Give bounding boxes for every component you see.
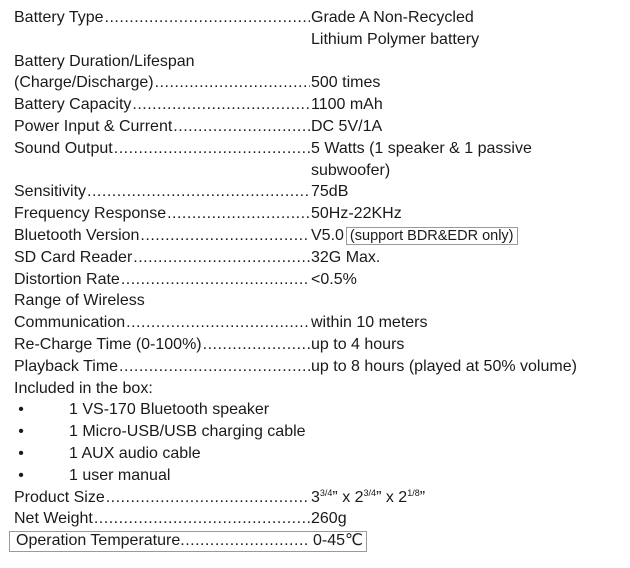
spec-value: Lithium Polymer battery	[311, 30, 480, 48]
list-item	[0, 399, 630, 421]
spec-value: 260g	[311, 510, 347, 528]
spec-row-frequency	[0, 203, 630, 225]
size-depth-fraction: 3/4	[363, 487, 377, 498]
spec-label: Playback Time .....	[14, 356, 310, 378]
spec-row-battery-type-cont	[0, 29, 630, 51]
spec-row-bluetooth	[0, 225, 630, 247]
spec-label: (Charge/Discharge) .....	[14, 72, 310, 94]
spec-value	[311, 487, 425, 509]
spec-row-sd-card	[0, 247, 630, 269]
bluetooth-version: V5.0	[311, 226, 344, 244]
spec-row-battery-duration	[0, 72, 630, 94]
size-width: 3	[311, 488, 320, 506]
spec-value: up to 8 hours (played at 50% volume)	[311, 357, 577, 375]
included-heading: Included in the box:	[14, 379, 153, 397]
spec-row-product-size	[0, 487, 630, 509]
spec-label: Battery Capacity .....	[14, 94, 310, 116]
included-item: 1 VS-170 Bluetooth speaker	[69, 401, 270, 419]
included-item: 1 user manual	[69, 466, 171, 484]
size-depth: 2	[354, 488, 364, 506]
spec-label: Battery Type .....	[14, 7, 310, 29]
spec-row-range-heading	[0, 290, 630, 312]
spec-label: Distortion Rate .....	[14, 269, 310, 291]
spec-row-battery-type	[0, 7, 630, 29]
spec-label: Communication .....	[14, 312, 310, 334]
spec-row-sound-output-cont	[0, 160, 630, 182]
spec-value: <0.5%	[311, 270, 357, 288]
included-item: 1 AUX audio cable	[69, 444, 201, 462]
spec-sheet	[0, 7, 630, 552]
bullet-icon: •	[18, 466, 24, 484]
spec-row-distortion	[0, 269, 630, 291]
spec-row-net-weight	[0, 508, 630, 530]
spec-row-recharge	[0, 334, 630, 356]
list-item	[0, 443, 630, 465]
spec-row-range	[0, 312, 630, 334]
list-item	[0, 421, 630, 443]
spec-value	[311, 225, 518, 248]
spec-label: Sound Output .....	[14, 138, 310, 160]
spec-label: SD Card Reader .....	[14, 247, 310, 269]
bluetooth-note: (support BDR&EDR only)	[346, 227, 518, 245]
spec-label: Power Input & Current .....	[14, 116, 310, 138]
spec-label: Net Weight .....	[14, 508, 310, 530]
spec-value: 75dB	[311, 183, 349, 201]
spec-value: up to 4 hours	[311, 335, 405, 353]
bullet-icon: •	[18, 444, 24, 462]
spec-label: Range of Wireless	[14, 292, 145, 310]
size-width-fraction: 3/4	[319, 487, 333, 498]
spec-value: 0-45℃	[313, 532, 363, 550]
spec-value: DC 5V/1A	[311, 117, 383, 135]
spec-value: 32G Max.	[311, 248, 381, 266]
size-height: 2	[398, 488, 408, 506]
spec-label: Frequency Response .....	[14, 203, 310, 225]
spec-value: Grade A Non-Recycled	[311, 9, 474, 26]
spec-label: Battery Duration/Lifespan	[14, 52, 195, 70]
spec-value: 500 times	[311, 74, 381, 92]
size-unit: ”	[419, 488, 426, 506]
size-sep: ” x	[332, 488, 355, 506]
spec-label: Re-Charge Time (0-100%) .....	[14, 334, 310, 356]
spec-row-sensitivity	[0, 181, 630, 203]
spec-value: 1100 mAh	[311, 96, 383, 114]
spec-value: 5 Watts (1 speaker & 1 passive	[311, 139, 532, 157]
spec-label: Operation Temperature .....	[16, 530, 310, 552]
spec-label: Bluetooth Version .....	[14, 225, 310, 247]
spec-row-battery-capacity	[0, 94, 630, 116]
spec-value: subwoofer)	[311, 161, 391, 179]
spec-row-sound-output	[0, 138, 630, 160]
size-height-fraction: 1/8	[407, 487, 420, 498]
bullet-icon: •	[18, 423, 24, 441]
spec-label: Sensitivity .....	[14, 181, 310, 203]
spec-row-playback	[0, 356, 630, 378]
spec-label: Product Size .....	[14, 487, 310, 509]
included-item: 1 Micro-USB/USB charging cable	[69, 423, 306, 441]
spec-value: within 10 meters	[311, 314, 428, 332]
included-heading-row	[0, 378, 630, 400]
spec-value: 50Hz-22KHz	[311, 205, 402, 223]
spec-row-battery-duration-heading	[0, 51, 630, 73]
list-item	[0, 465, 630, 487]
bullet-icon: •	[18, 401, 24, 419]
spec-row-power-input	[0, 116, 630, 138]
spec-row-operation-temperature	[0, 530, 630, 552]
size-sep: ” x	[376, 488, 399, 506]
